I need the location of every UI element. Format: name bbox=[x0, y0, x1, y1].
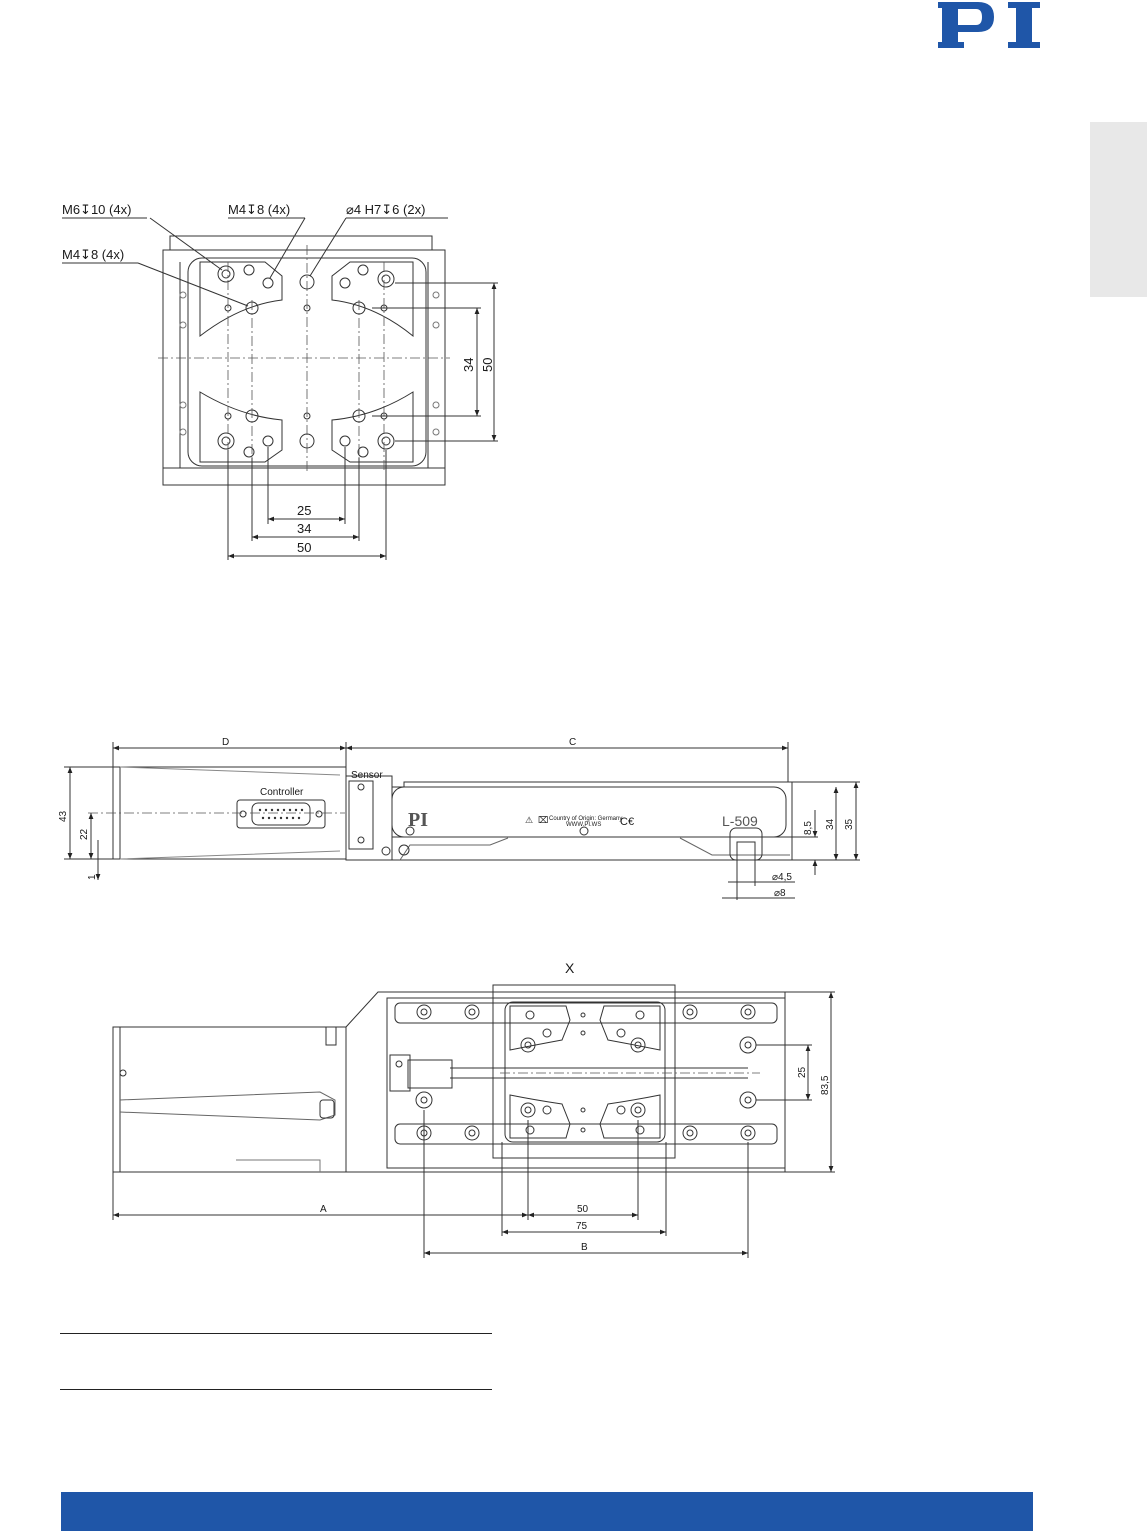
dim-25-bottom: 25 bbox=[797, 1066, 808, 1078]
dim-35: 35 bbox=[844, 818, 855, 830]
stage-brand-mark: PI bbox=[408, 809, 428, 831]
dim-8-5: 8,5 bbox=[803, 821, 814, 835]
dim-34-side: 34 bbox=[825, 818, 836, 830]
dim-75: 75 bbox=[576, 1221, 588, 1232]
dim-dia-8: ⌀8 bbox=[774, 888, 786, 899]
top-view-labels bbox=[62, 202, 495, 555]
dim-50-bottom: 50 bbox=[577, 1204, 589, 1215]
dim-dia-4-5: ⌀4,5 bbox=[772, 872, 792, 883]
footer-bar bbox=[61, 1492, 1033, 1531]
website-url: WWW.PI.WS bbox=[566, 822, 602, 828]
label-a: A bbox=[320, 1204, 327, 1215]
dim-43: 43 bbox=[58, 810, 69, 822]
dim-1: 1 bbox=[87, 874, 98, 880]
table-rule-bottom bbox=[60, 1389, 492, 1390]
country-of-origin: Country of Origin: Germany bbox=[549, 816, 623, 822]
callout-m4-left: M4↧8 (4x) bbox=[62, 247, 125, 262]
dim-34-horizontal: 34 bbox=[297, 521, 312, 536]
label-b: B bbox=[581, 1242, 588, 1253]
model-label: L-509 bbox=[722, 813, 758, 829]
dim-22: 22 bbox=[79, 828, 90, 840]
dim-25-horizontal: 25 bbox=[297, 503, 312, 518]
table-rule-top bbox=[60, 1333, 492, 1334]
top-view bbox=[62, 218, 498, 560]
label-d: D bbox=[222, 737, 230, 748]
callout-pin-hole: ⌀4 H7↧6 (2x) bbox=[346, 202, 426, 217]
warning-icon: ⚠ bbox=[525, 815, 534, 825]
label-c: C bbox=[569, 737, 577, 748]
dim-83-5: 83,5 bbox=[820, 1075, 831, 1095]
callout-m6: M6↧10 (4x) bbox=[62, 202, 132, 217]
dim-34-vertical: 34 bbox=[461, 357, 476, 372]
dim-50-vertical: 50 bbox=[480, 357, 495, 372]
bottom-view bbox=[113, 985, 835, 1258]
callout-m4-top: M4↧8 (4x) bbox=[228, 202, 291, 217]
dim-50-horizontal: 50 bbox=[297, 540, 312, 555]
sensor-label: Sensor bbox=[351, 770, 383, 781]
side-view-labels bbox=[58, 737, 855, 899]
weee-icon: ⌧ bbox=[538, 815, 549, 825]
controller-label: Controller bbox=[260, 787, 304, 798]
detail-label-x: X bbox=[565, 960, 575, 976]
ce-mark-icon: C€ bbox=[620, 816, 635, 828]
